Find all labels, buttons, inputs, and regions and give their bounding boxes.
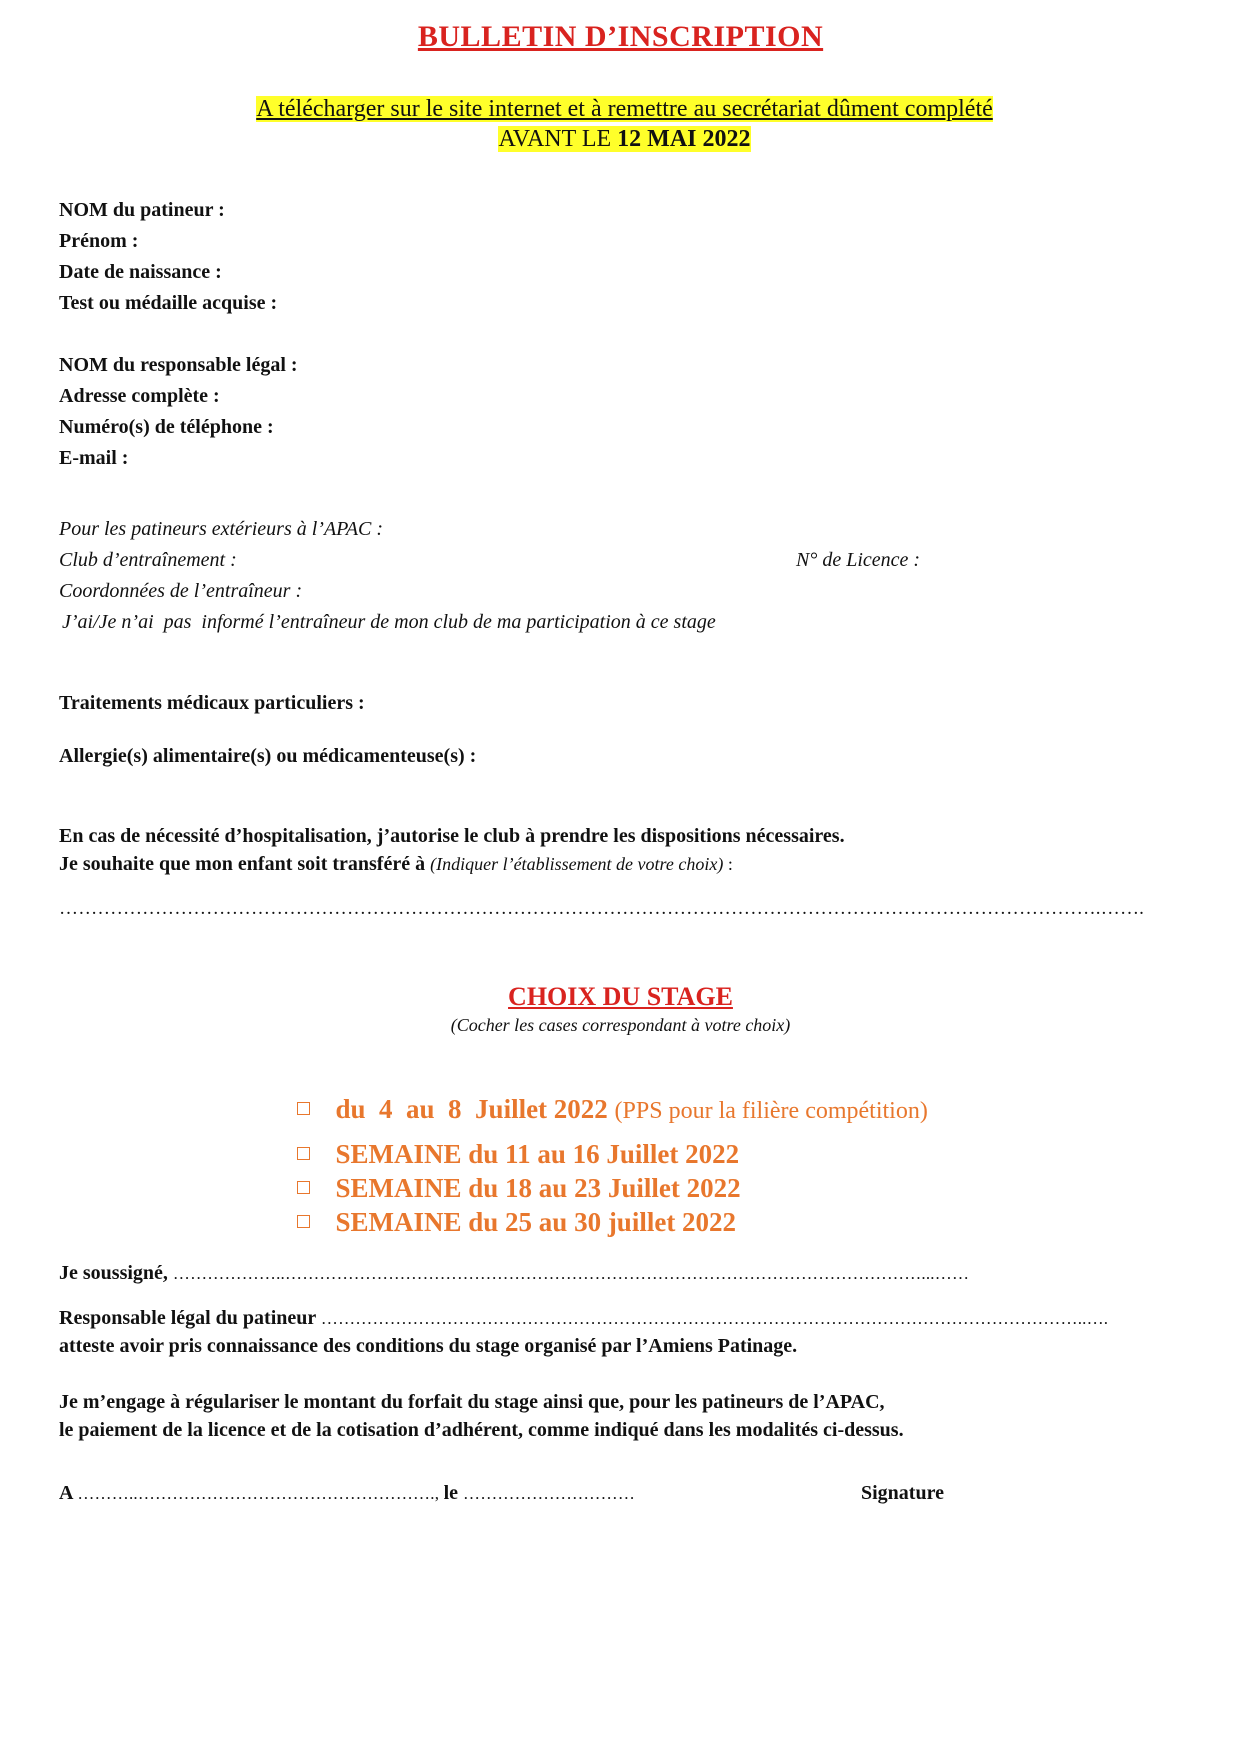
stage-choice-title: CHOIX DU STAGE <box>508 982 733 1011</box>
stage-option-4-checkbox[interactable] <box>297 1215 310 1228</box>
external-intro: Pour les patineurs extérieurs à l’APAC : <box>59 518 384 540</box>
guardian-name-label: NOM du responsable légal : <box>59 354 298 376</box>
stage-option-1-note: (PPS pour la filière compétition) <box>614 1098 928 1124</box>
stage-choice-hint: (Cocher les cases correspondant à votre choix) <box>450 1015 791 1035</box>
stage-option-1-label: du 4 au 8 Juillet 2022 <box>335 1094 615 1124</box>
deadline-line <box>0 108 1241 153</box>
attest-statement: atteste avoir pris connaissance des conditions du stage organisé par l’Amiens Patinage. <box>59 1335 798 1357</box>
skater-level-label: Test ou médaille acquise : <box>59 292 278 314</box>
treatments-label: Traitements médicaux particuliers : <box>59 692 365 714</box>
instruction-text: A télécharger sur le site internet et à remettre au secrétariat dûment complété <box>256 96 993 122</box>
guardian-address-label: Adresse complète : <box>59 385 220 407</box>
stage-option-3-label: SEMAINE du 18 au 23 Juillet 2022 <box>335 1173 741 1203</box>
stage-option-2-label: SEMAINE du 11 au 16 Juillet 2022 <box>335 1139 740 1169</box>
deadline-date: 12 MAI 2022 <box>617 126 751 152</box>
transfer-line <box>59 853 733 876</box>
allergies-label: Allergie(s) alimentaire(s) ou médicamenteuse(s) : <box>59 745 477 767</box>
deadline-prefix: AVANT LE <box>498 126 618 152</box>
guardian-sign-dots: ……………………………………………………………………………………………………………………..…. <box>320 1309 1109 1328</box>
transfer-dots: ……………………………………………………………………………………………………………………………………………….……. <box>59 898 1145 919</box>
informed-statement: J’ai/Je n’ai pas informé l’entraîneur de mon club de ma participation à ce stage <box>62 611 716 633</box>
transfer-label: Je souhaite que mon enfant soit transféré à <box>59 853 431 875</box>
guardian-email-label: E-mail : <box>59 447 129 469</box>
place-label: A <box>59 1482 78 1504</box>
club-label: Club d’entraînement : <box>59 549 237 571</box>
undersigned-label: Je soussigné, <box>59 1262 173 1284</box>
commitment-line-2: le paiement de la licence et de la cotisation d’adhérent, comme indiqué dans les modalités ci-dessus. <box>59 1419 904 1441</box>
transfer-colon: : <box>723 854 733 874</box>
signature-label: Signature <box>861 1482 944 1504</box>
coach-label: Coordonnées de l’entraîneur : <box>59 580 303 602</box>
commitment-line-1: Je m’engage à régulariser le montant du forfait du stage ainsi que, pour les patineurs de l’APAC, <box>59 1391 885 1413</box>
date-label: le <box>443 1482 464 1504</box>
skater-birthdate-label: Date de naissance : <box>59 261 222 283</box>
stage-option-4[interactable] <box>283 1176 736 1238</box>
form-title: BULLETIN D’INSCRIPTION <box>417 20 824 53</box>
guardian-phone-label: Numéro(s) de téléphone : <box>59 416 274 438</box>
undersigned-dots: ………………..…………………………………………………………………………………………………...…… <box>172 1264 970 1283</box>
place-dots: ………..……………………………………………., <box>77 1484 444 1503</box>
place-date-line <box>59 1482 635 1505</box>
date-dots: ………………………… <box>463 1484 636 1503</box>
guardian-sign-label: Responsable légal du patineur <box>59 1307 321 1329</box>
hospital-authorization: En cas de nécessité d’hospitalisation, j’autorise le club à prendre les dispositions nécessaires. <box>59 825 845 847</box>
license-label: N° de Licence : <box>796 549 921 571</box>
guardian-sign-line <box>59 1307 1108 1330</box>
transfer-hint: (Indiquer l’établissement de votre choix) <box>430 854 724 874</box>
undersigned-line <box>59 1262 969 1285</box>
skater-firstname-label: Prénom : <box>59 230 139 252</box>
skater-name-label: NOM du patineur : <box>59 199 225 221</box>
stage-option-4-label: SEMAINE du 25 au 30 juillet 2022 <box>335 1207 737 1237</box>
